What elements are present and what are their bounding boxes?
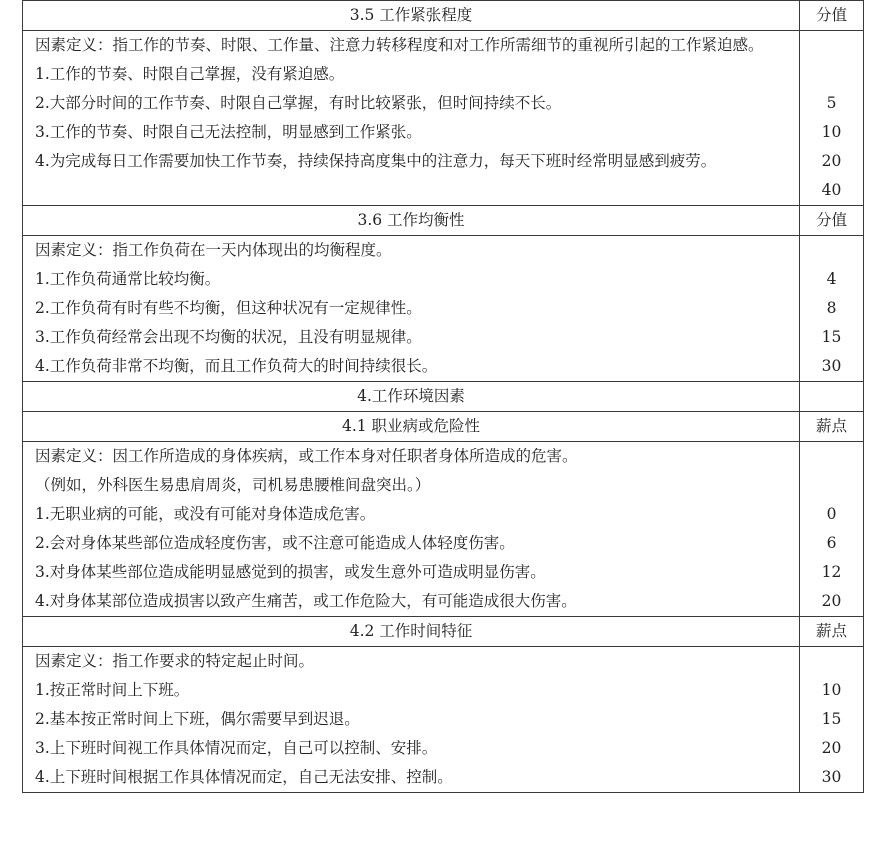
level-item: 1.工作的节奏、时限自己掌握，没有紧迫感。 [35, 65, 345, 83]
level-score: 10 [821, 123, 842, 141]
factor-definition: 因素定义：指工作负荷在一天内体现出的均衡程度。 [35, 241, 392, 259]
level-score: 40 [821, 181, 842, 199]
score-header: 分值 [800, 1, 864, 31]
section-body-row [23, 442, 864, 617]
level-item: 2.基本按正常时间上下班，偶尔需要早到迟退。 [35, 710, 360, 728]
factor-note: （例如，外科医生易患肩周炎，司机易患腰椎间盘突出。） [35, 476, 431, 494]
level-item: 4.对身体某部位造成损害以致产生痛苦，或工作危险大，有可能造成很大伤害。 [35, 592, 577, 610]
level-item: 2.会对身体某些部位造成轻度伤害，或不注意可能造成人体轻度伤害。 [35, 534, 515, 552]
level-score: 15 [821, 710, 842, 728]
level-item: 1.按正常时间上下班。 [35, 681, 190, 699]
category-score-blank [800, 382, 864, 412]
section-body [23, 236, 800, 382]
level-item: 3.工作负荷经常会出现不均衡的状况，且没有明显规律。 [35, 328, 422, 346]
level-item: 1.无职业病的可能，或没有可能对身体造成危害。 [35, 505, 376, 523]
section-body [23, 647, 800, 793]
score-blank [800, 236, 863, 265]
level-score: 12 [821, 563, 842, 581]
section-header-row [23, 206, 864, 236]
factor-definition: 因素定义：指工作的节奏、时限、工作量、注意力转移程度和对工作所需细节的重视所引起的工作紧迫感。 [35, 36, 764, 54]
level-score: 4 [826, 270, 837, 288]
factor-definition: 因素定义：因工作所造成的身体疾病，或工作本身对任职者身体所造成的危害。 [35, 447, 578, 465]
section-title: 3.5 工作紧张程度 [23, 1, 800, 31]
section-body-row [23, 31, 864, 206]
section-title: 4.1 职业病或危险性 [23, 412, 800, 442]
score-column [800, 31, 864, 206]
section-header-row [23, 412, 864, 442]
score-blank [800, 31, 863, 89]
section-title: 3.6 工作均衡性 [23, 206, 800, 236]
section-body [23, 31, 800, 206]
level-item: 4.工作负荷非常不均衡，而且工作负荷大的时间持续很长。 [35, 357, 438, 375]
section-body-row [23, 236, 864, 382]
score-column [800, 647, 864, 793]
level-item: 3.上下班时间视工作具体情况而定，自己可以控制、安排。 [35, 739, 438, 757]
level-score: 20 [821, 739, 842, 757]
level-score: 20 [821, 152, 842, 170]
level-score: 5 [826, 94, 837, 112]
score-header: 薪点 [800, 617, 864, 647]
level-score: 8 [826, 299, 837, 317]
score-blank [800, 647, 863, 676]
section-body [23, 442, 800, 617]
factor-definition: 因素定义：指工作要求的特定起止时间。 [35, 652, 315, 670]
level-item: 3.对身体某些部位造成能明显感觉到的损害，或发生意外可造成明显伤害。 [35, 563, 546, 581]
score-column [800, 236, 864, 382]
level-score: 30 [821, 768, 842, 786]
category-title: 4.工作环境因素 [23, 382, 800, 412]
level-score: 10 [821, 681, 842, 699]
section-header-row [23, 1, 864, 31]
score-blank [800, 442, 863, 500]
section-title: 4.2 工作时间特征 [23, 617, 800, 647]
level-item: 4.上下班时间根据工作具体情况而定，自己无法安排、控制。 [35, 768, 453, 786]
score-column [800, 442, 864, 617]
level-item: 2.大部分时间的工作节奏、时限自己掌握，有时比较紧张，但时间持续不长。 [35, 94, 562, 112]
score-header: 分值 [800, 206, 864, 236]
level-item: 4.为完成每日工作需要加快工作节奏，持续保持高度集中的注意力，每天下班时经常明显感到疲劳。 [35, 152, 717, 170]
section-body-row [23, 647, 864, 793]
evaluation-document [22, 0, 862, 793]
factor-table [22, 0, 864, 793]
level-item: 2.工作负荷有时有些不均衡，但这种状况有一定规律性。 [35, 299, 422, 317]
level-score: 6 [826, 534, 837, 552]
level-score: 20 [821, 592, 842, 610]
level-item: 1.工作负荷通常比较均衡。 [35, 270, 221, 288]
level-score: 15 [821, 328, 842, 346]
level-score: 30 [821, 357, 842, 375]
level-item: 3.工作的节奏、时限自己无法控制，明显感到工作紧张。 [35, 123, 422, 141]
section-header-row [23, 617, 864, 647]
level-score: 0 [826, 505, 837, 523]
score-header: 薪点 [800, 412, 864, 442]
category-row [23, 382, 864, 412]
